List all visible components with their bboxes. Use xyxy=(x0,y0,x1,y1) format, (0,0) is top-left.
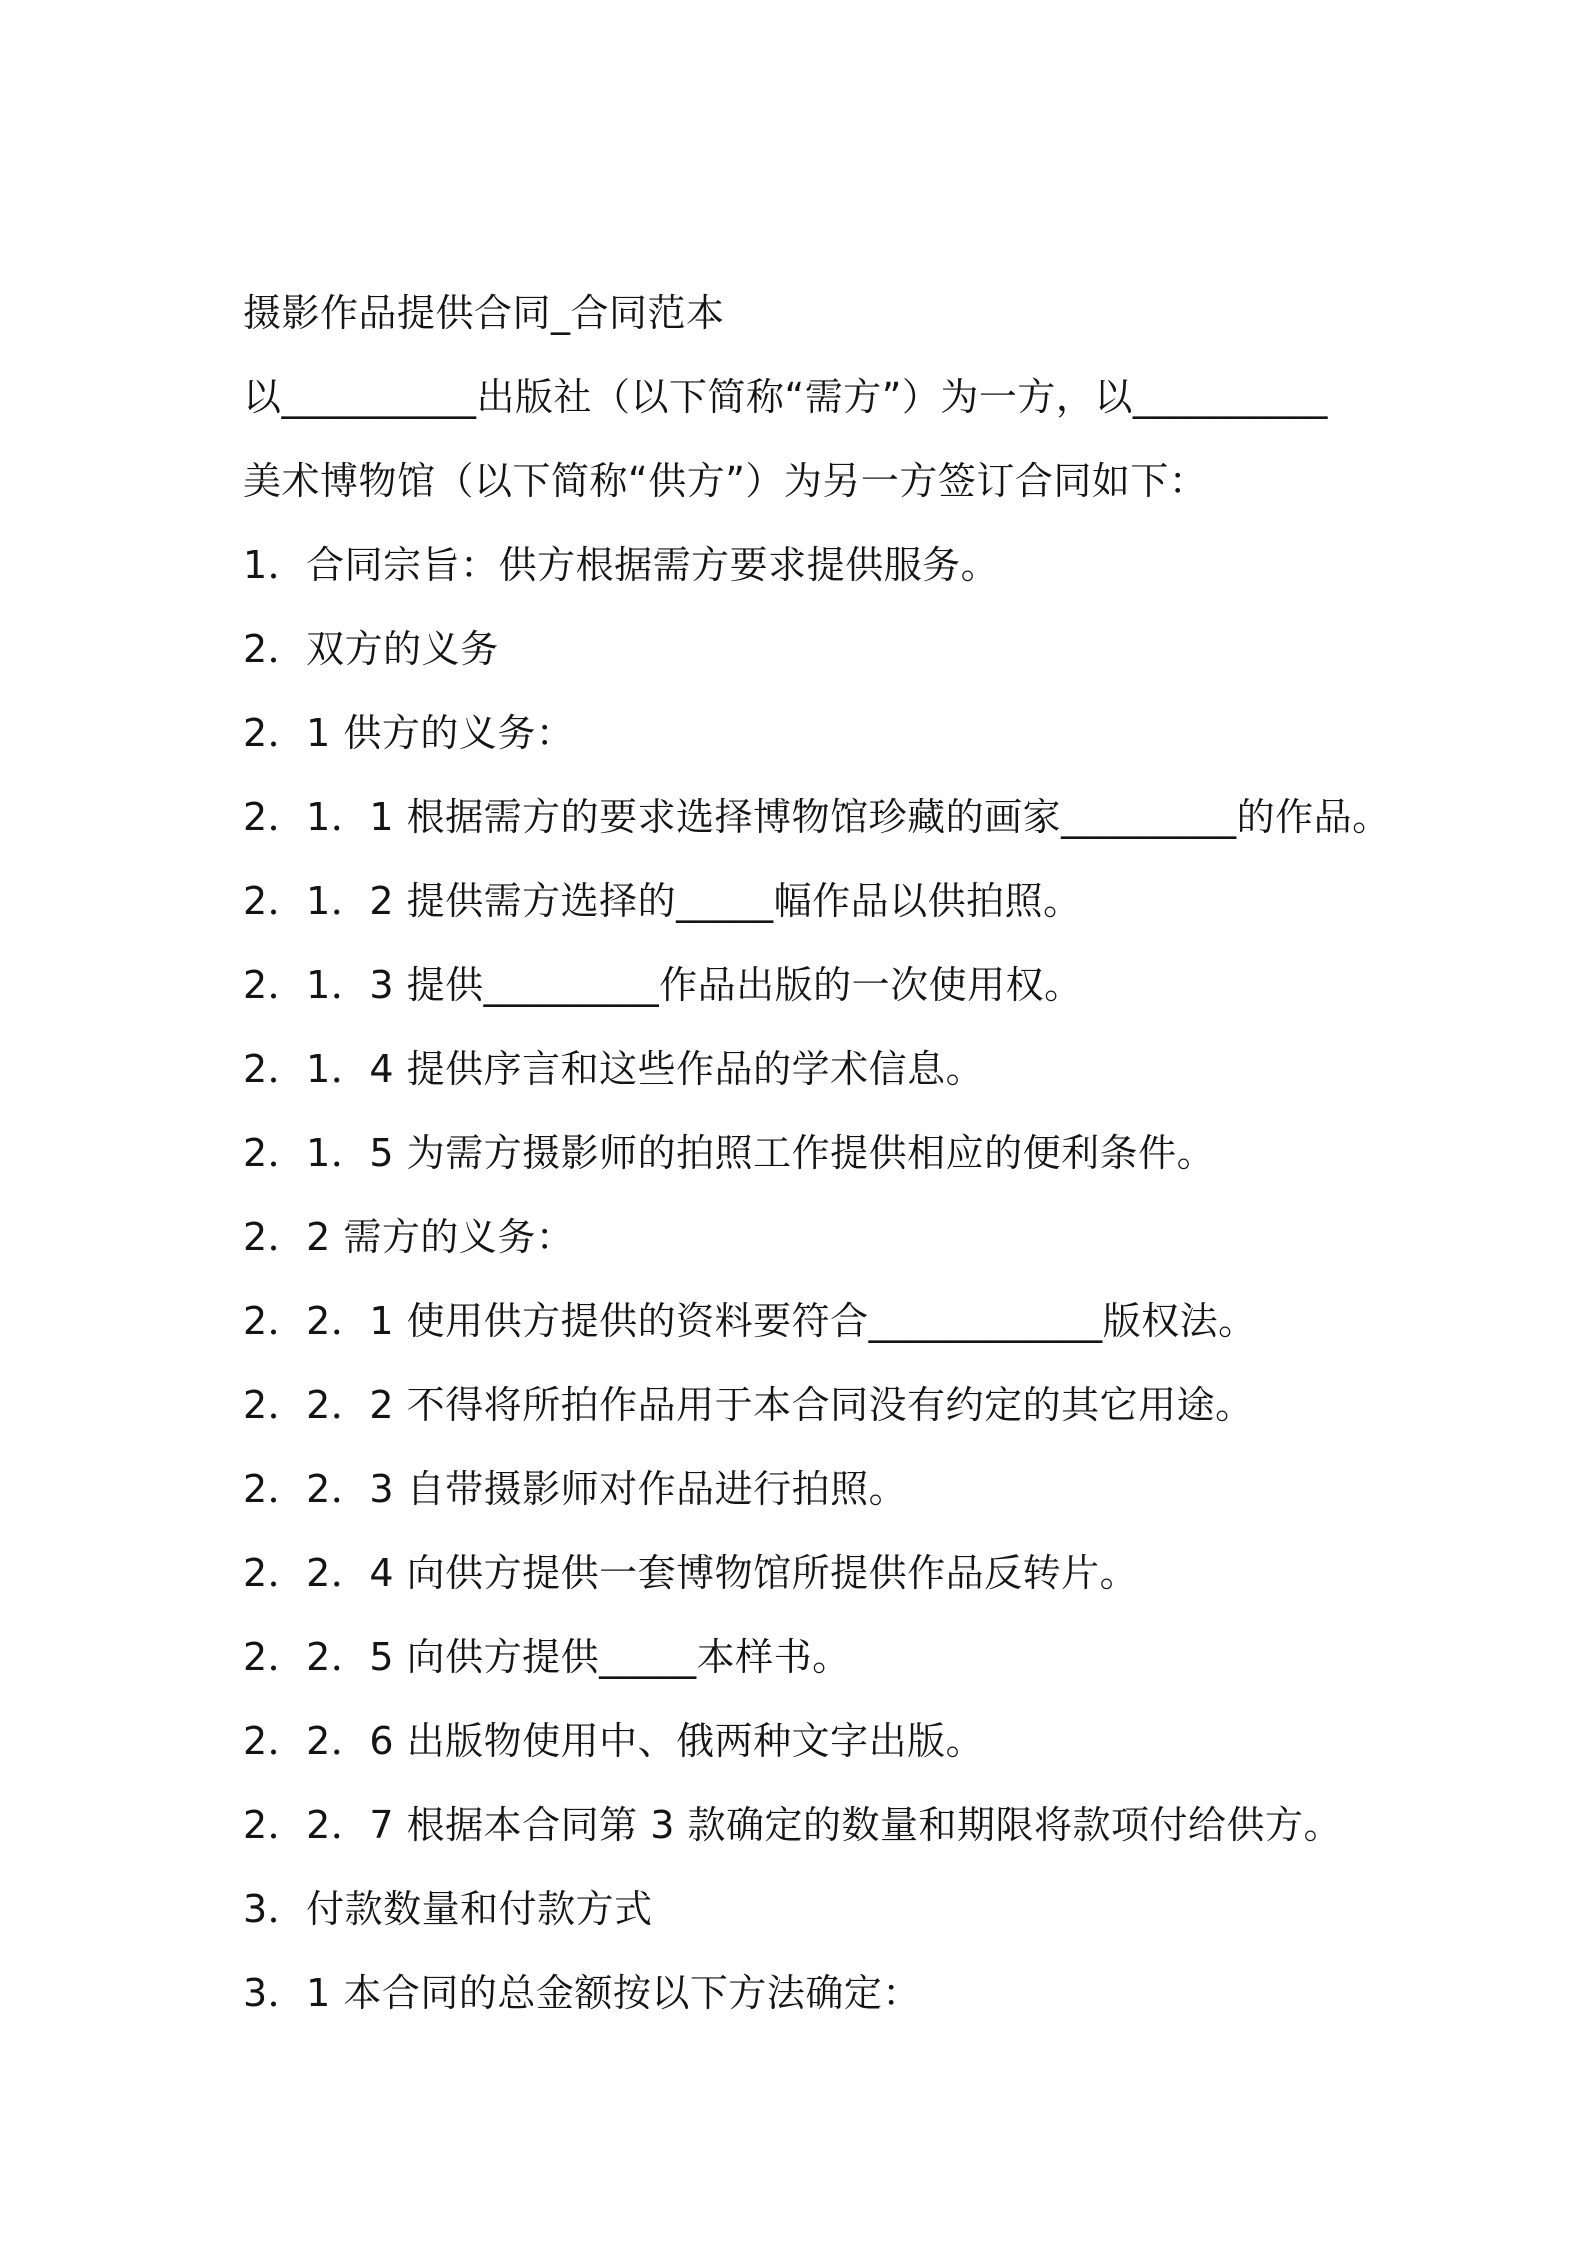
clause-2-2-3: 2．2．3 自带摄影师对作品进行拍照。 xyxy=(243,1467,908,1511)
document-title: 摄影作品提供合同_合同范本 xyxy=(243,291,725,335)
contract-paragraph-parties-1: 以__________出版社（以下简称“需方”）为一方，以__________ xyxy=(243,375,1328,419)
clause-3: 3．付款数量和付款方式 xyxy=(243,1887,653,1931)
clause-1: 1．合同宗旨：供方根据需方要求提供服务。 xyxy=(243,543,1000,587)
clause-2-2-5: 2．2．5 向供方提供_____本样书。 xyxy=(243,1635,851,1679)
clause-2-2-7: 2．2．7 根据本合同第 3 款确定的数量和期限将款项付给供方。 xyxy=(243,1803,1342,1847)
clause-2-1-4: 2．1．4 提供序言和这些作品的学术信息。 xyxy=(243,1047,985,1091)
clause-2-2-6: 2．2．6 出版物使用中、俄两种文字出版。 xyxy=(243,1719,985,1763)
clause-2-2-1: 2．2．1 使用供方提供的资料要符合____________版权法。 xyxy=(243,1299,1257,1343)
clause-2-1: 2．1 供方的义务： xyxy=(243,711,575,755)
clause-2-1-1: 2．1．1 根据需方的要求选择博物馆珍藏的画家_________的作品。 xyxy=(243,795,1391,839)
clause-2-2-4: 2．2．4 向供方提供一套博物馆所提供作品反转片。 xyxy=(243,1551,1139,1595)
clause-2-1-2: 2．1．2 提供需方选择的_____幅作品以供拍照。 xyxy=(243,879,1082,923)
clause-3-1: 3．1 本合同的总金额按以下方法确定： xyxy=(243,1971,921,2015)
contract-paragraph-parties-2: 美术博物馆（以下简称“供方”）为另一方签订合同如下： xyxy=(243,459,1208,503)
clause-2-1-3: 2．1．3 提供_________作品出版的一次使用权。 xyxy=(243,963,1083,1007)
clause-2: 2．双方的义务 xyxy=(243,627,499,671)
clause-2-2: 2．2 需方的义务： xyxy=(243,1215,575,1259)
clause-2-2-2: 2．2．2 不得将所拍作品用于本合同没有约定的其它用途。 xyxy=(243,1383,1254,1427)
document-body xyxy=(243,285,1391,2049)
clause-2-1-5: 2．1．5 为需方摄影师的拍照工作提供相应的便利条件。 xyxy=(243,1131,1216,1175)
